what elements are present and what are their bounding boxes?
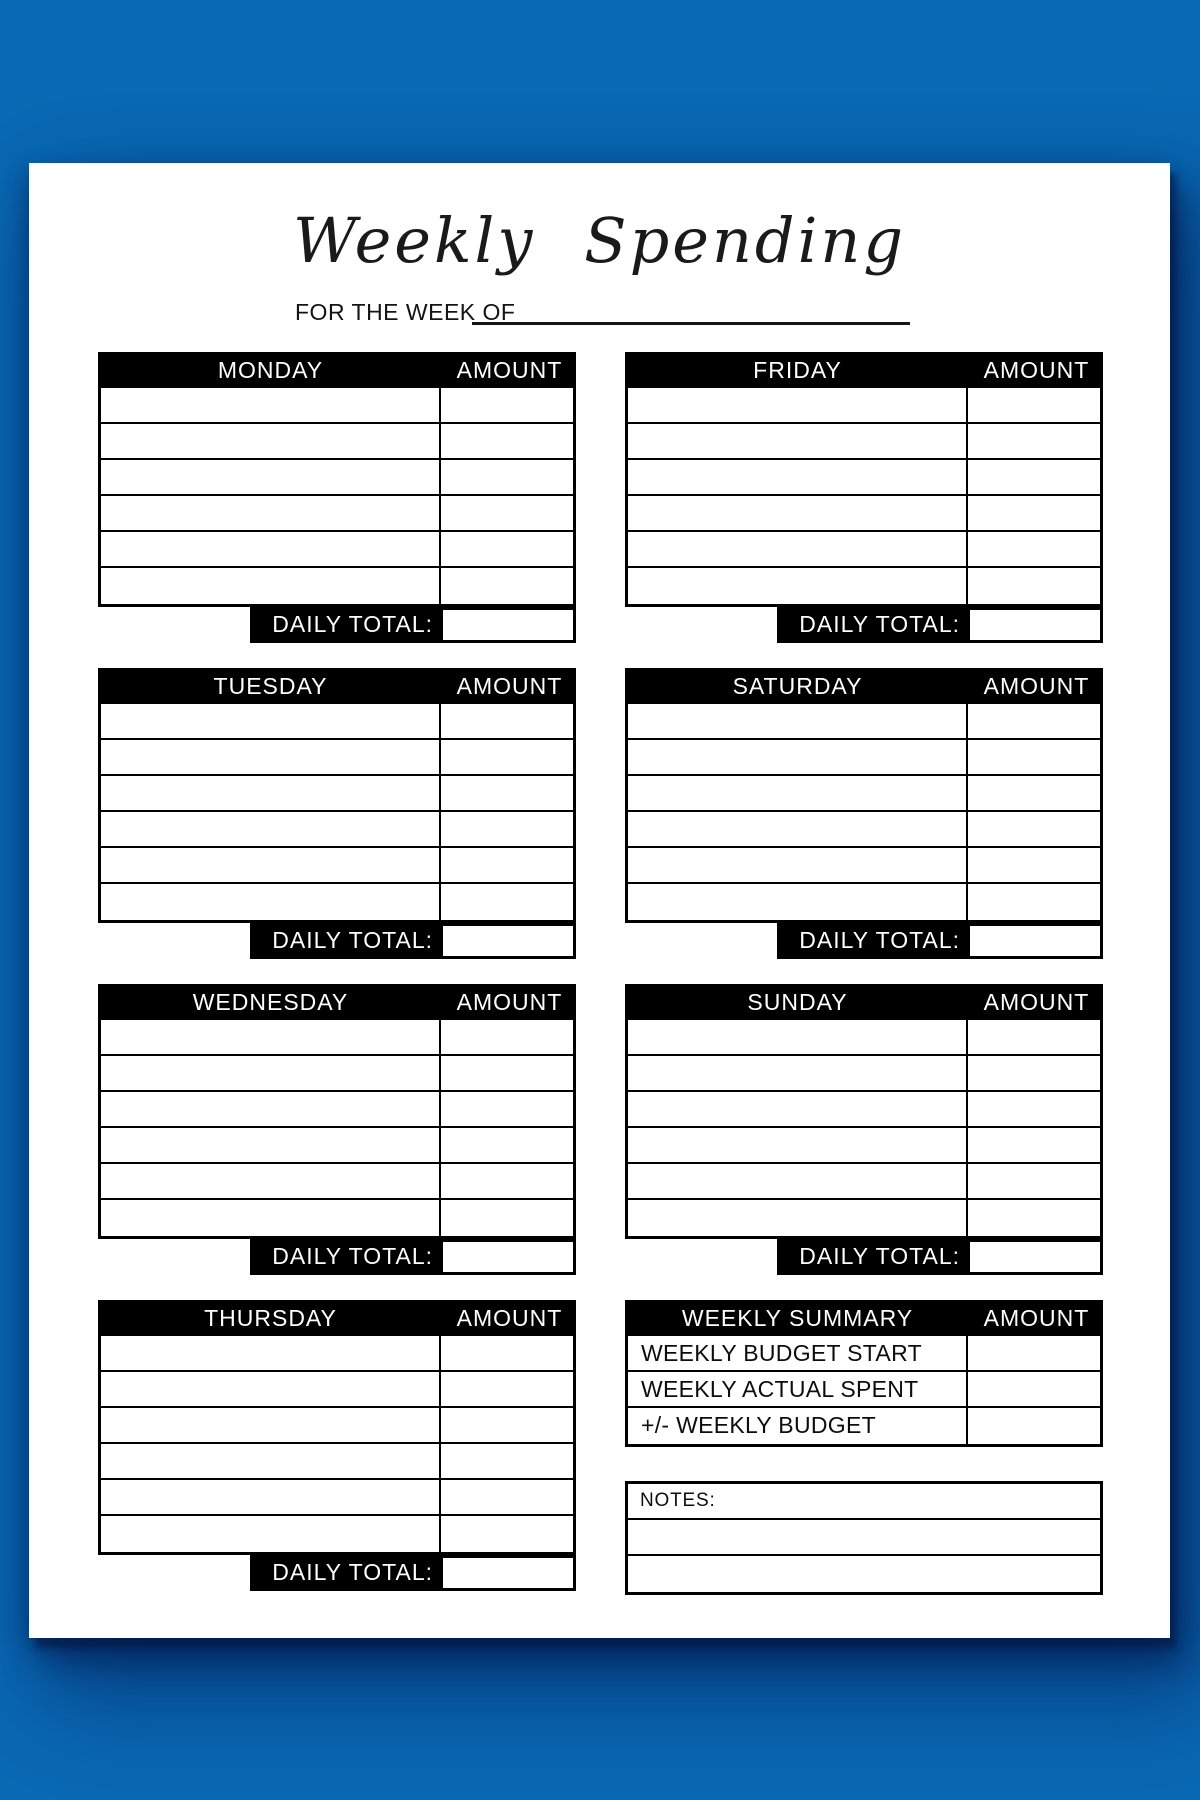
daily-total-label: DAILY TOTAL: [777,607,970,643]
monday-table [98,352,576,643]
tuesday-daily-total [250,923,576,959]
description-cell [628,848,968,882]
description-cell [628,1164,968,1198]
description-cell [628,1020,968,1054]
entry-row [628,740,1100,776]
day-name-label: TUESDAY [213,672,328,699]
entry-row [101,848,573,884]
entry-row [101,1056,573,1092]
description-cell [101,496,441,530]
week-of-label: FOR THE WEEK OF [295,299,516,325]
sunday-daily-total [777,1239,1103,1275]
sunday-table-header [625,984,1103,1020]
description-cell [628,704,968,738]
thursday-daily-total [250,1555,576,1591]
amount-cell [441,1164,573,1198]
entry-row [101,1480,573,1516]
friday-entry-rows [625,388,1103,607]
day-name-label: SUNDAY [747,988,848,1015]
amount-cell [968,776,1100,810]
friday-table [625,352,1103,643]
description-cell [101,1480,441,1514]
description-cell [101,1020,441,1054]
description-cell [101,1164,441,1198]
sunday-table [625,984,1103,1275]
amount-cell [968,1092,1100,1126]
daily-total-label: DAILY TOTAL: [250,1239,443,1275]
page-title: Weekly Spending [292,204,907,277]
amount-cell [968,496,1100,530]
wednesday-daily-total [250,1239,576,1275]
entry-row [101,1336,573,1372]
amount-cell [441,424,573,458]
daily-total-label: DAILY TOTAL: [250,607,443,643]
amount-cell [441,848,573,882]
saturday-daily-total [777,923,1103,959]
entry-row [101,532,573,568]
entry-row [628,1092,1100,1128]
description-cell [628,496,968,530]
entry-row [101,1516,573,1552]
description-cell [628,424,968,458]
entry-row [628,424,1100,460]
description-cell [628,776,968,810]
entry-row [101,1020,573,1056]
amount-column-label: AMOUNT [456,356,563,383]
notes-blank-row [628,1556,1100,1592]
notes-label: NOTES: [640,1490,716,1511]
amount-cell [441,1092,573,1126]
entry-row [101,424,573,460]
wednesday-entry-rows [98,1020,576,1239]
description-cell [628,812,968,846]
amount-cell [968,1200,1100,1236]
amount-cell [968,1128,1100,1162]
entry-row [628,1128,1100,1164]
amount-cell [441,1480,573,1514]
day-name-label: THURSDAY [204,1304,337,1331]
description-cell [101,1408,441,1442]
entry-row [628,496,1100,532]
amount-cell [441,1020,573,1054]
planner-page [29,163,1170,1638]
friday-daily-total [777,607,1103,643]
description-cell [628,568,968,604]
daily-total-amount-cell [970,607,1103,643]
monday-table-header [98,352,576,388]
entry-row [628,388,1100,424]
wednesday-table [98,984,576,1275]
entry-row [628,812,1100,848]
daily-total-amount-cell [443,607,576,643]
entry-row [628,568,1100,604]
entry-row [628,1020,1100,1056]
amount-cell [968,460,1100,494]
amount-cell [441,1200,573,1236]
entry-row [628,532,1100,568]
description-cell [101,1444,441,1478]
thursday-table [98,1300,576,1591]
entry-row [101,388,573,424]
saturday-table-header [625,668,1103,704]
summary-row [628,1336,1100,1372]
daily-total-label: DAILY TOTAL: [777,1239,970,1275]
description-cell [628,532,968,566]
amount-cell [441,1336,573,1370]
description-cell [628,1092,968,1126]
tuesday-table-header [98,668,576,704]
amount-cell [441,460,573,494]
summary-row [628,1408,1100,1444]
daily-total-label: DAILY TOTAL: [250,923,443,959]
summary-row [628,1372,1100,1408]
sunday-entry-rows [625,1020,1103,1239]
summary-title-label: WEEKLY SUMMARY [681,1304,914,1331]
wednesday-table-header [98,984,576,1020]
amount-cell [968,1164,1100,1198]
amount-cell [441,532,573,566]
daily-total-label: DAILY TOTAL: [777,923,970,959]
amount-column-label: AMOUNT [983,988,1090,1015]
entry-row [101,460,573,496]
entry-row [628,1200,1100,1236]
entry-row [628,848,1100,884]
day-name-label: FRIDAY [753,356,842,383]
summary-row-label: WEEKLY BUDGET START [628,1336,968,1370]
daily-total-amount-cell [443,1239,576,1275]
entry-row [101,496,573,532]
description-cell [101,388,441,422]
summary-row-label: WEEKLY ACTUAL SPENT [628,1372,968,1406]
description-cell [101,848,441,882]
notes-section [625,1481,1103,1595]
entry-row [101,1408,573,1444]
daily-total-amount-cell [443,923,576,959]
description-cell [101,532,441,566]
description-cell [628,884,968,920]
entry-row [101,1372,573,1408]
entry-row [101,704,573,740]
amount-cell [441,740,573,774]
week-of-fill-line [472,322,910,325]
amount-cell [968,532,1100,566]
notes-blank-row [628,1520,1100,1556]
amount-cell [441,1128,573,1162]
entry-row [628,460,1100,496]
entry-row [628,776,1100,812]
amount-cell [441,812,573,846]
amount-column-label: AMOUNT [983,672,1090,699]
thursday-table-header [98,1300,576,1336]
description-cell [101,1092,441,1126]
amount-cell [441,776,573,810]
amount-cell [441,1408,573,1442]
description-cell [101,1336,441,1370]
description-cell [101,884,441,920]
amount-column-label: AMOUNT [983,1304,1090,1331]
saturday-entry-rows [625,704,1103,923]
summary-row-label: +/- WEEKLY BUDGET [628,1408,968,1444]
saturday-table [625,668,1103,959]
daily-total-amount-cell [970,923,1103,959]
description-cell [101,812,441,846]
notes-header-row [628,1484,1100,1520]
description-cell [101,776,441,810]
friday-table-header [625,352,1103,388]
entry-row [628,884,1100,920]
description-cell [628,1056,968,1090]
description-cell [101,1128,441,1162]
description-cell [101,1516,441,1552]
amount-cell [968,812,1100,846]
weekly-summary-table [625,1300,1103,1447]
entry-row [628,1164,1100,1200]
amount-cell [968,1056,1100,1090]
amount-cell [441,1056,573,1090]
day-name-label: WEDNESDAY [192,988,349,1015]
daily-total-amount-cell [443,1555,576,1591]
entry-row [101,1444,573,1480]
entry-row [101,1200,573,1236]
daily-total-label: DAILY TOTAL: [250,1555,443,1591]
description-cell [101,568,441,604]
amount-cell [441,1444,573,1478]
amount-column-label: AMOUNT [456,1304,563,1331]
entry-row [101,740,573,776]
tuesday-entry-rows [98,704,576,923]
entry-row [101,812,573,848]
description-cell [101,704,441,738]
daily-total-amount-cell [970,1239,1103,1275]
description-cell [101,1372,441,1406]
monday-entry-rows [98,388,576,607]
amount-cell [441,1516,573,1552]
entry-row [628,1056,1100,1092]
description-cell [101,1200,441,1236]
description-cell [101,424,441,458]
amount-cell [968,424,1100,458]
amount-cell [968,740,1100,774]
day-name-label: SATURDAY [732,672,863,699]
amount-cell [968,568,1100,604]
weekly-summary-rows [625,1336,1103,1447]
description-cell [101,740,441,774]
entry-row [101,1092,573,1128]
amount-cell [441,1372,573,1406]
entry-row [101,568,573,604]
amount-cell [441,884,573,920]
entry-row [101,884,573,920]
description-cell [101,460,441,494]
amount-cell [968,388,1100,422]
description-cell [101,1056,441,1090]
amount-cell [441,388,573,422]
description-cell [628,740,968,774]
entry-row [628,704,1100,740]
entry-row [101,1164,573,1200]
entry-row [101,1128,573,1164]
amount-column-label: AMOUNT [456,988,563,1015]
amount-column-label: AMOUNT [456,672,563,699]
monday-daily-total [250,607,576,643]
amount-cell [968,848,1100,882]
description-cell [628,1128,968,1162]
weekly-summary-header [625,1300,1103,1336]
amount-cell [968,704,1100,738]
amount-cell [441,496,573,530]
amount-cell [968,1020,1100,1054]
summary-amount-cell [968,1336,1100,1370]
summary-amount-cell [968,1372,1100,1406]
amount-cell [441,568,573,604]
description-cell [628,388,968,422]
description-cell [628,1200,968,1236]
description-cell [628,460,968,494]
tuesday-table [98,668,576,959]
entry-row [101,776,573,812]
summary-amount-cell [968,1408,1100,1444]
day-name-label: MONDAY [217,356,324,383]
amount-cell [441,704,573,738]
thursday-entry-rows [98,1336,576,1555]
amount-cell [968,884,1100,920]
amount-column-label: AMOUNT [983,356,1090,383]
